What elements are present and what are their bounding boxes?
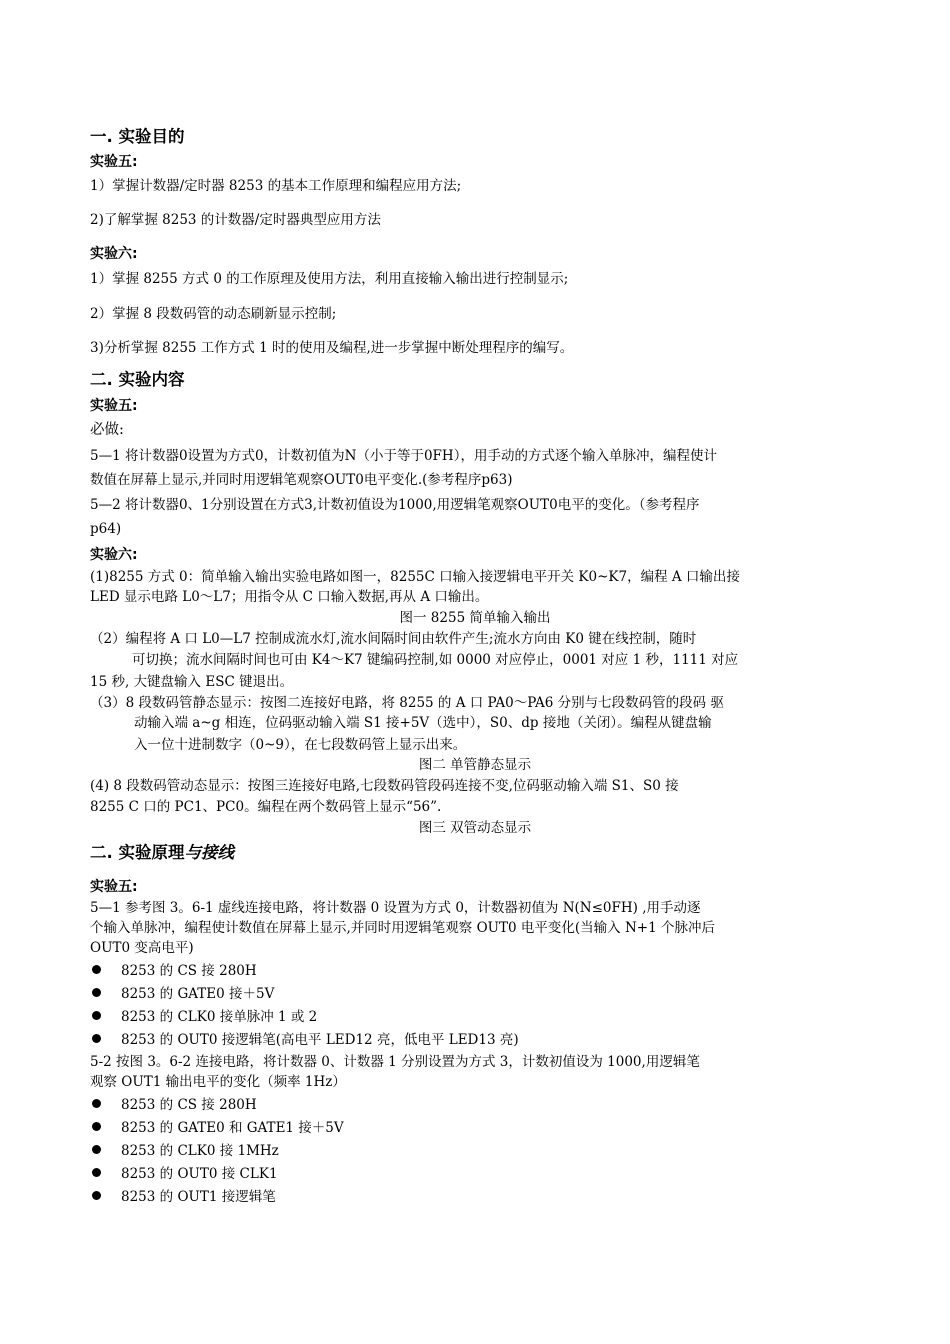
objective-line: 2)了解掌握 8253 的计数器/定时器典型应用方法: [90, 212, 381, 228]
content-line: 15 秒, 大键盘输入 ESC 键退出。: [90, 674, 294, 690]
exp6-label: 实验六:: [90, 547, 138, 563]
bullet-icon: [92, 988, 101, 997]
content-line: 动输入端 a~g 相连，位码驱动输入端 S1 接+5V（选中），S0、dp 接地（关闭）。编程从键盘输: [134, 715, 712, 731]
principle-line: 观察 OUT1 输出电平的变化（频率 1Hz）: [90, 1074, 346, 1090]
exp5-label: 实验五:: [90, 154, 138, 170]
bullet-icon: [92, 1034, 101, 1043]
objective-line: 3)分析掌握 8255 工作方式 1 时的使用及编程,进一步掌握中断处理程序的编写。: [90, 340, 574, 356]
principle-line: 5-2 按图 3。6-2 连接电路，将计数器 0、计数器 1 分别设置为方式 3，计数初值设为 1000,用逻辑笔: [90, 1054, 700, 1070]
list-item-text: 8253 的 CLK0 接 1MHz: [121, 1143, 279, 1159]
list-item: [92, 1008, 862, 1026]
list-item-text: 8253 的 OUT0 接 CLK1: [121, 1166, 278, 1182]
figure-caption: 图一 8255 简单输入输出: [399, 610, 551, 626]
bullet-icon: [92, 1168, 101, 1177]
list-item-text: 8253 的 GATE0 接＋5V: [121, 986, 275, 1002]
section-heading-principle: [90, 842, 860, 864]
content-line: p64): [90, 521, 122, 537]
list-item-text: 8253 的 OUT1 接逻辑笔: [121, 1189, 276, 1205]
bullet-icon: [92, 1145, 101, 1154]
bullet-icon: [92, 1191, 101, 1200]
list-item: [92, 962, 862, 980]
list-item-text: 8253 的 CLK0 接单脉冲 1 或 2: [121, 1009, 318, 1025]
list-item-text: 8253 的 CS 接 280H: [121, 1097, 257, 1113]
list-item: [92, 1119, 862, 1137]
list-item: [92, 1031, 862, 1049]
principle-line: 个输入单脉冲，编程使计数值在屏幕上显示,并同时用逻辑笔观察 OUT0 电平变化(当输入 N+1 个脉冲后: [90, 920, 715, 936]
bullet-icon: [92, 1122, 101, 1131]
content-line: 可切换；流水间隔时间也可由 K4～K7 键编码控制,如 0000 对应停止，0001 对应 1 秒，1111 对应: [132, 652, 739, 668]
list-item: [92, 1142, 862, 1160]
list-item: [92, 985, 862, 1003]
content-line: 入一位十进制数字（0~9），在七段数码管上显示出来。: [134, 737, 467, 753]
exp5-label: 实验五:: [90, 879, 138, 895]
content-line: 数值在屏幕上显示,并同时用逻辑笔观察OUT0电平变化.(参考程序p63): [90, 472, 513, 488]
figure-caption: 图二 单管静态显示: [418, 757, 532, 773]
must-do-label: 必做:: [90, 422, 124, 438]
content-line: （2）编程将 A 口 L0—L7 控制成流水灯,流水间隔时间由软件产生;流水方向由 K0 键在线控制，随时: [90, 631, 697, 647]
heading-emphasis: 与接线: [184, 843, 235, 862]
content-line: 8255 C 口的 PC1、PC0。编程在两个数码管上显示“56”.: [90, 799, 442, 815]
principle-line: OUT0 变高电平): [90, 940, 194, 956]
principle-line: 5—1 参考图 3。6-1 虚线连接电路，将计数器 0 设置为方式 0，计数器初值为 N(N≤0FH) ,用手动逐: [90, 900, 701, 916]
section-heading-objectives: 一. 实验目的: [90, 127, 185, 146]
figure-caption: 图三 双管动态显示: [418, 820, 532, 836]
content-line: 5—1 将计数器0设置为方式0，计数初值为N（小于等于0FH），用手动的方式逐个输入单脉冲，编程使计: [90, 448, 717, 464]
list-item-text: 8253 的 GATE0 和 GATE1 接＋5V: [121, 1120, 344, 1136]
heading-main: 二. 实验原理: [90, 843, 185, 862]
bullet-icon: [92, 965, 101, 974]
section-heading-content: 二. 实验内容: [90, 370, 185, 389]
objective-line: 1）掌握 8255 方式 0 的工作原理及使用方法，利用直接输入输出进行控制显示;: [90, 271, 569, 287]
list-item-text: 8253 的 OUT0 接逻辑笔(高电平 LED12 亮，低电平 LED13 亮): [121, 1032, 519, 1048]
content-line: 5—2 将计数器0、1分别设置在方式3,计数初值设为1000,用逻辑笔观察OUT0电平的变化。（参考程序: [90, 497, 700, 513]
bullet-icon: [92, 1099, 101, 1108]
list-item: [92, 1188, 862, 1206]
list-item: [92, 1165, 862, 1183]
content-line: (1)8255 方式 0：简单输入输出实验电路如图一，8255C 口输入接逻辑电平开关 K0~K7，编程 A 口输出接: [90, 569, 740, 585]
exp6-label: 实验六:: [90, 246, 138, 262]
exp5-label: 实验五:: [90, 398, 138, 414]
list-item: [92, 1096, 862, 1114]
content-line: （3）8 段数码管静态显示：按图二连接好电路，将 8255 的 A 口 PA0～PA6 分别与七段数码管的段码 驱: [90, 695, 724, 711]
objective-line: 2）掌握 8 段数码管的动态刷新显示控制;: [90, 306, 337, 322]
objective-line: 1）掌握计数器/定时器 8253 的基本工作原理和编程应用方法;: [90, 178, 462, 194]
content-line: LED 显示电路 L0～L7；用指令从 C 口输入数据,再从 A 口输出。: [90, 589, 489, 605]
list-item-text: 8253 的 CS 接 280H: [121, 963, 257, 979]
content-line: (4) 8 段数码管动态显示：按图三连接好电路,七段数码管段码连接不变,位码驱动输入端 S1、S0 接: [90, 778, 679, 794]
bullet-icon: [92, 1011, 101, 1020]
